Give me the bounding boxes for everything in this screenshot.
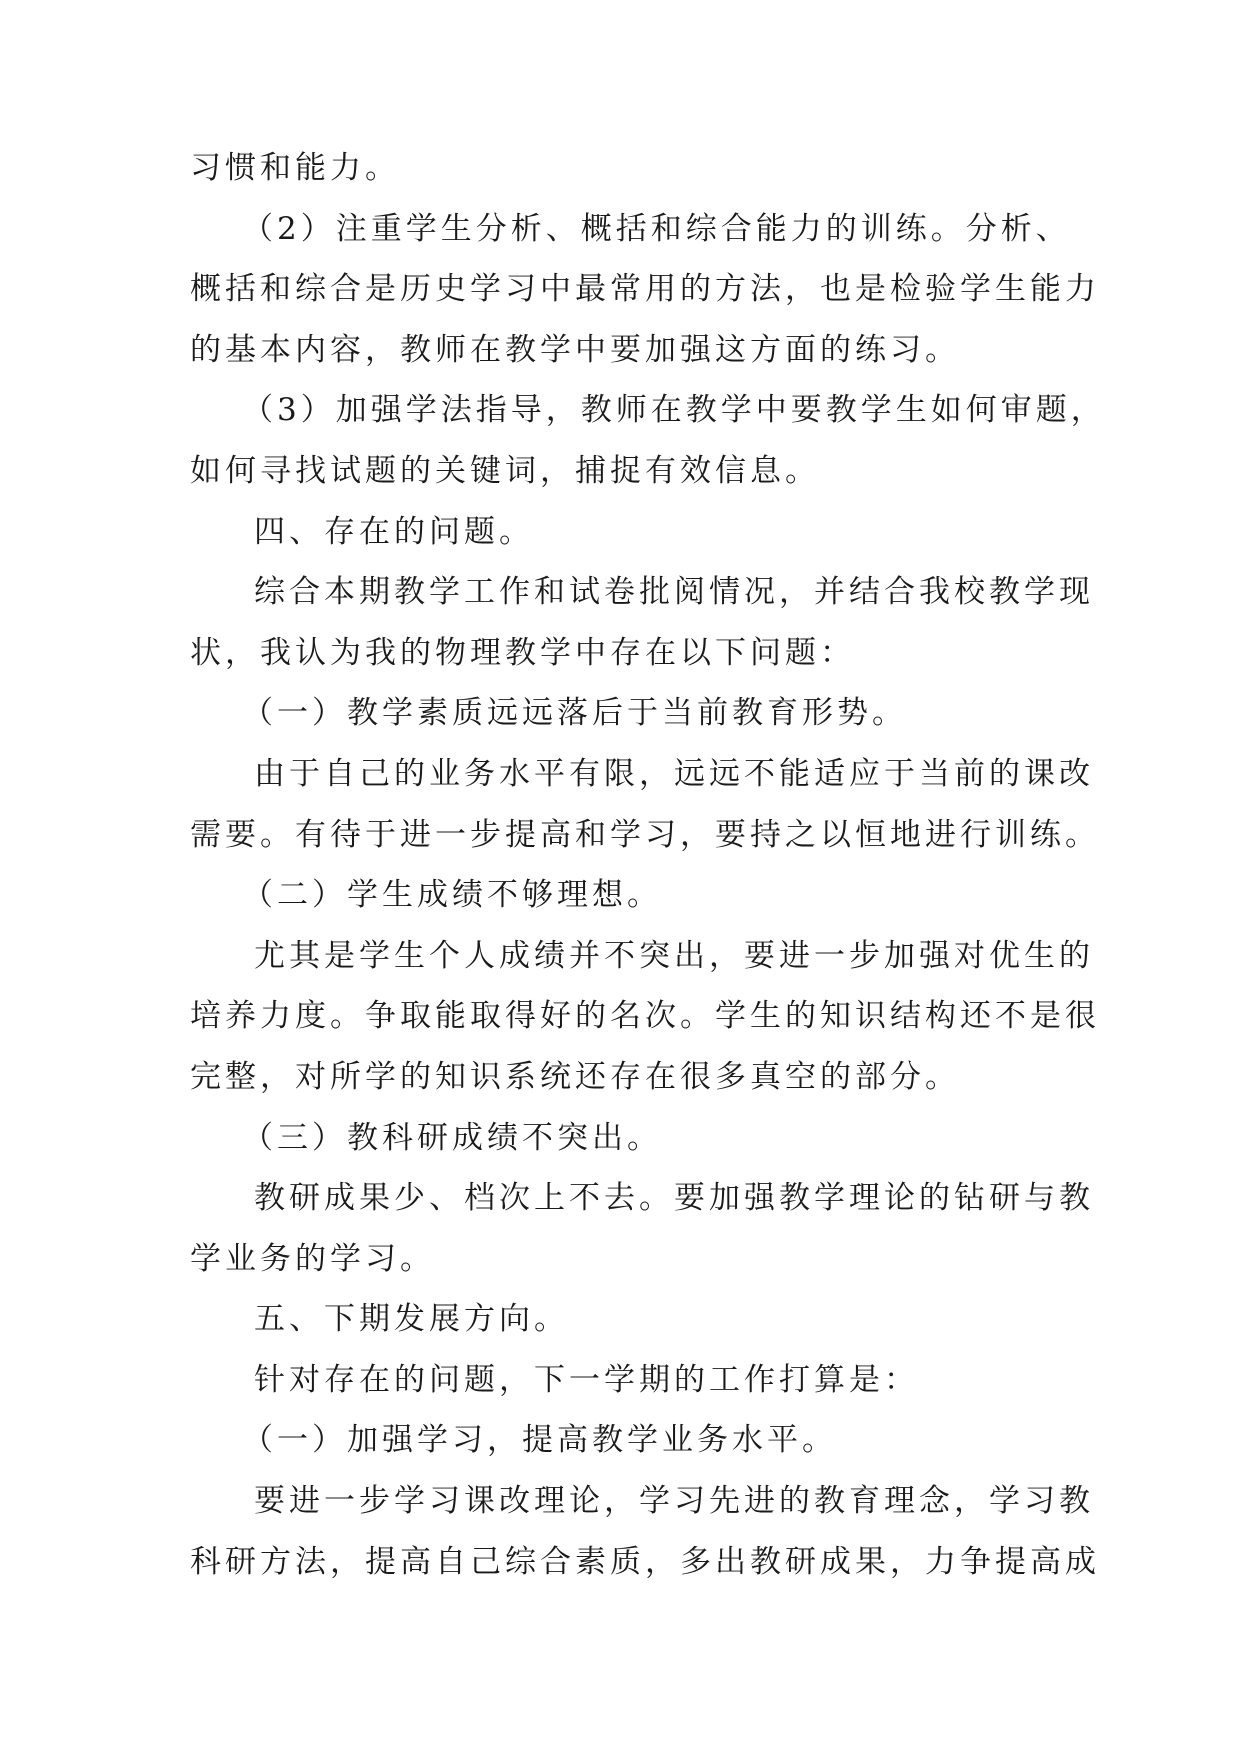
section-heading: 四、存在的问题。 — [254, 513, 534, 550]
subsection-heading: （二）学生成绩不够理想。 — [242, 877, 662, 914]
subsection-heading: （一）加强学习，提高教学业务水平。 — [242, 1422, 837, 1459]
text-line: 由于自己的业务水平有限，远远不能适应于当前的课改 — [254, 755, 1094, 792]
text-line: 科研方法，提高自己综合素质，多出教研成果，力争提高成 — [190, 1543, 1100, 1580]
text-line: 要进一步学习课改理论，学习先进的教育理念，学习教 — [254, 1483, 1094, 1520]
section-heading: 五、下期发展方向。 — [254, 1301, 569, 1338]
subsection-heading: （三）教科研成绩不突出。 — [242, 1119, 662, 1156]
text-line: 针对存在的问题，下一学期的工作打算是： — [254, 1361, 919, 1398]
document-body — [190, 150, 1106, 1607]
text-line: （3）加强学法指导，教师在教学中要教学生如何审题， — [242, 392, 1106, 429]
text-line: 教研成果少、档次上不去。要加强教学理论的钻研与教 — [254, 1180, 1094, 1217]
subsection-heading: （一）教学素质远远落后于当前教育形势。 — [242, 695, 907, 732]
text-line: 的基本内容，教师在教学中要加强这方面的练习。 — [190, 331, 960, 368]
text-line: 尤其是学生个人成绩并不突出，要进一步加强对优生的 — [254, 937, 1094, 974]
text-line: 综合本期教学工作和试卷批阅情况，并结合我校教学现 — [254, 574, 1094, 611]
text-line: 完整，对所学的知识系统还存在很多真空的部分。 — [190, 1058, 960, 1095]
text-line: 需要。有待于进一步提高和学习，要持之以恒地进行训练。 — [190, 816, 1100, 853]
text-line: 状，我认为我的物理教学中存在以下问题： — [190, 634, 855, 671]
text-line: 学业务的学习。 — [190, 1240, 435, 1277]
text-line: 培养力度。争取能取得好的名次。学生的知识结构还不是很 — [190, 998, 1100, 1035]
text-line: 如何寻找试题的关键词，捕捉有效信息。 — [190, 452, 820, 489]
text-line: 概括和综合是历史学习中最常用的方法，也是检验学生能力 — [190, 271, 1100, 308]
text-line: 习惯和能力。 — [190, 150, 400, 186]
text-line: （2）注重学生分析、概括和综合能力的训练。分析、 — [242, 210, 1071, 247]
